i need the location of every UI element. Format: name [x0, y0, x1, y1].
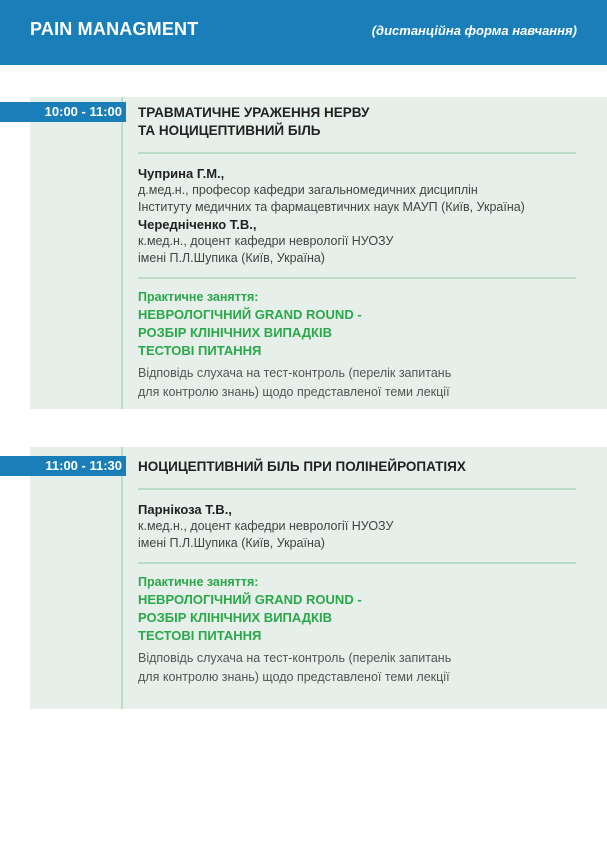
session-divider-line — [121, 447, 123, 709]
practical-section — [138, 574, 578, 645]
note-line: Відповідь слухача на тест-контроль (перелік запитань — [138, 651, 452, 665]
speakers-list — [138, 165, 578, 267]
practical-note — [138, 649, 578, 687]
speakers-list — [138, 501, 578, 552]
lecture-title-line: ТРАВМАТИЧНЕ УРАЖЕННЯ НЕРВУ — [138, 105, 370, 120]
speaker-name: Чуприна Г.М., — [138, 166, 225, 181]
practical-section — [138, 289, 578, 360]
note-line: для контролю знань) щодо представленої теми лекції — [138, 670, 450, 684]
practical-label: Практичне заняття: — [138, 575, 259, 589]
practical-title-line: РОЗБІР КЛІНІЧНИХ ВИПАДКІВ — [138, 325, 332, 340]
note-line: для контролю знань) щодо представленої теми лекції — [138, 385, 450, 399]
separator — [138, 152, 576, 154]
session-content-1 — [138, 104, 578, 402]
session-divider-line — [121, 97, 123, 409]
session-time-2: 11:00 - 11:30 — [0, 456, 126, 476]
speaker-name: Чередніченко Т.В., — [138, 217, 257, 232]
speaker-name: Парнікоза Т.В., — [138, 502, 232, 517]
speaker-affiliation: Інституту медичних та фармацевтичних наук МАУП (Київ, Україна) — [138, 200, 525, 214]
separator — [138, 562, 576, 564]
lecture-title — [138, 104, 578, 140]
practical-title-line: НЕВРОЛОГІЧНИЙ GRAND ROUND - — [138, 592, 362, 607]
speaker-affiliation: імені П.Л.Шупика (Київ, Україна) — [138, 251, 325, 265]
speaker-affiliation: к.мед.н., доцент кафедри неврології НУОЗУ — [138, 519, 394, 533]
page-subtitle: (дистанційна форма навчання) — [371, 23, 577, 38]
session-time-1: 10:00 - 11:00 — [0, 102, 126, 122]
lecture-title — [138, 458, 578, 476]
practical-title-line: ТЕСТОВІ ПИТАННЯ — [138, 628, 262, 643]
session-content-2 — [138, 458, 578, 687]
speaker-affiliation: д.мед.н., професор кафедри загальномедичних дисциплін — [138, 183, 478, 197]
practical-note — [138, 364, 578, 402]
speaker-affiliation: імені П.Л.Шупика (Київ, Україна) — [138, 536, 325, 550]
separator — [138, 277, 576, 279]
lecture-title-line: ТА НОЦИЦЕПТИВНИЙ БІЛЬ — [138, 123, 321, 138]
practical-title-line: ТЕСТОВІ ПИТАННЯ — [138, 343, 262, 358]
note-line: Відповідь слухача на тест-контроль (перелік запитань — [138, 366, 452, 380]
separator — [138, 488, 576, 490]
speaker-affiliation: к.мед.н., доцент кафедри неврології НУОЗУ — [138, 234, 394, 248]
practical-title-line: НЕВРОЛОГІЧНИЙ GRAND ROUND - — [138, 307, 362, 322]
page-header — [0, 0, 607, 65]
page-title: PAIN MANAGMENT — [30, 19, 199, 39]
practical-label: Практичне заняття: — [138, 290, 259, 304]
lecture-title-line: НОЦИЦЕПТИВНИЙ БІЛЬ ПРИ ПОЛІНЕЙРОПАТІЯХ — [138, 459, 466, 474]
practical-title-line: РОЗБІР КЛІНІЧНИХ ВИПАДКІВ — [138, 610, 332, 625]
